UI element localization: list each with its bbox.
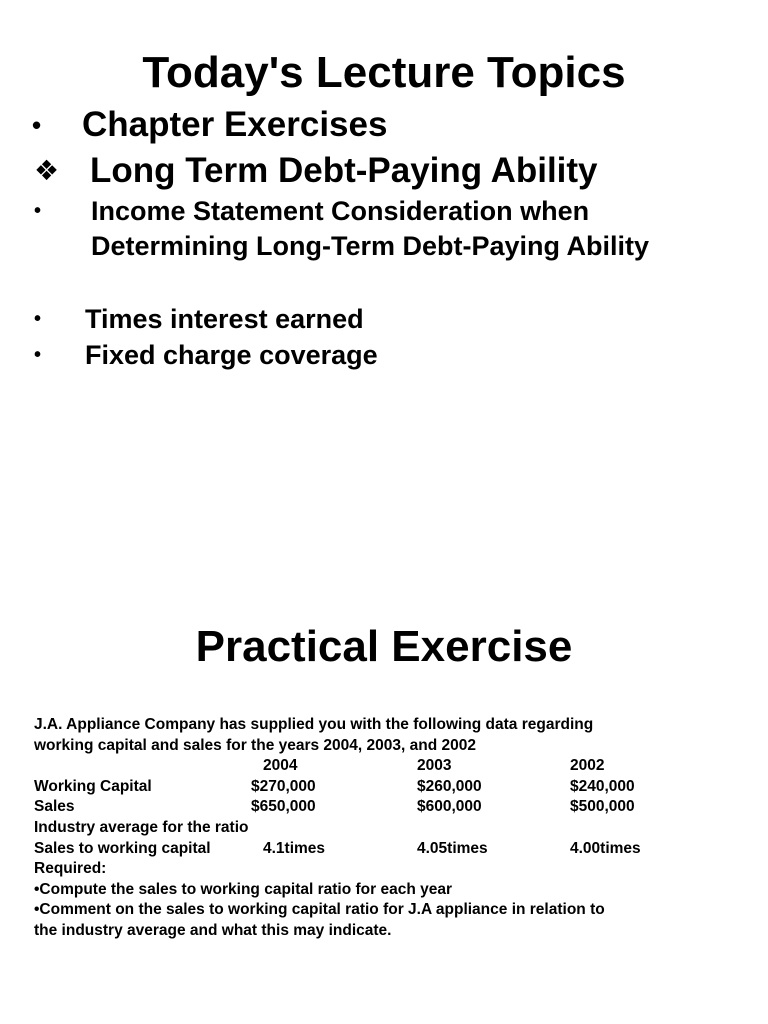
cell-value: $260,000 <box>417 777 482 795</box>
topic-chapter-exercises <box>32 104 388 146</box>
cell-value: $500,000 <box>570 798 635 816</box>
intro-line: J.A. Appliance Company has supplied you with the following data regarding <box>34 716 594 733</box>
cell-value: 4.00times <box>570 839 641 857</box>
cell-value: $240,000 <box>570 777 635 795</box>
cell-value: $600,000 <box>417 798 482 816</box>
table-row-sales <box>34 797 734 818</box>
task-line: •Compute the sales to working capital ratio for each year <box>34 880 453 898</box>
intro-line: working capital and sales for the years 2004, 2003, and 2002 <box>34 736 476 754</box>
task-line: •Comment on the sales to working capital ratio for J.A appliance in relation to <box>34 901 605 919</box>
cell-value: $270,000 <box>251 777 316 795</box>
topic-income-statement <box>34 194 671 264</box>
row-label: Sales to working capital <box>34 839 211 857</box>
diamond-bullet-icon: ❖ <box>34 155 60 186</box>
year-header: 2003 <box>417 757 452 775</box>
row-label: Working Capital <box>34 777 152 795</box>
topic-text: Long Term Debt-Paying Ability <box>90 151 598 190</box>
row-label: Sales <box>34 798 75 816</box>
table-row-industry-average <box>34 839 734 860</box>
topic-times-interest-earned <box>34 302 364 337</box>
bullet-icon: • <box>34 344 42 366</box>
year-header: 2004 <box>263 757 298 775</box>
exercise-body <box>34 715 734 942</box>
topic-text: Fixed charge coverage <box>85 340 378 370</box>
bullet-icon: • <box>34 200 42 222</box>
topic-long-term-debt <box>34 150 598 192</box>
cell-value: 4.05times <box>417 839 488 857</box>
task-line: the industry average and what this may indicate. <box>34 921 392 939</box>
slide-title: Today's Lecture Topics <box>142 48 626 97</box>
year-header-row <box>34 756 734 777</box>
topic-text: Chapter Exercises <box>82 105 388 144</box>
bullet-icon: • <box>34 308 42 330</box>
topic-text: Times interest earned <box>85 304 364 334</box>
topic-fixed-charge-coverage <box>34 338 378 373</box>
topic-text: Income Statement Consideration when Determining Long-Term Debt-Paying Ability <box>91 196 650 261</box>
cell-value: $650,000 <box>251 798 316 816</box>
table-row-working-capital <box>34 777 734 798</box>
industry-heading: Industry average for the ratio <box>34 818 249 836</box>
exercise-title: Practical Exercise <box>195 622 573 671</box>
required-label: Required: <box>34 860 107 878</box>
bullet-icon: • <box>32 110 42 140</box>
year-header: 2002 <box>570 757 605 775</box>
cell-value: 4.1times <box>263 839 326 857</box>
